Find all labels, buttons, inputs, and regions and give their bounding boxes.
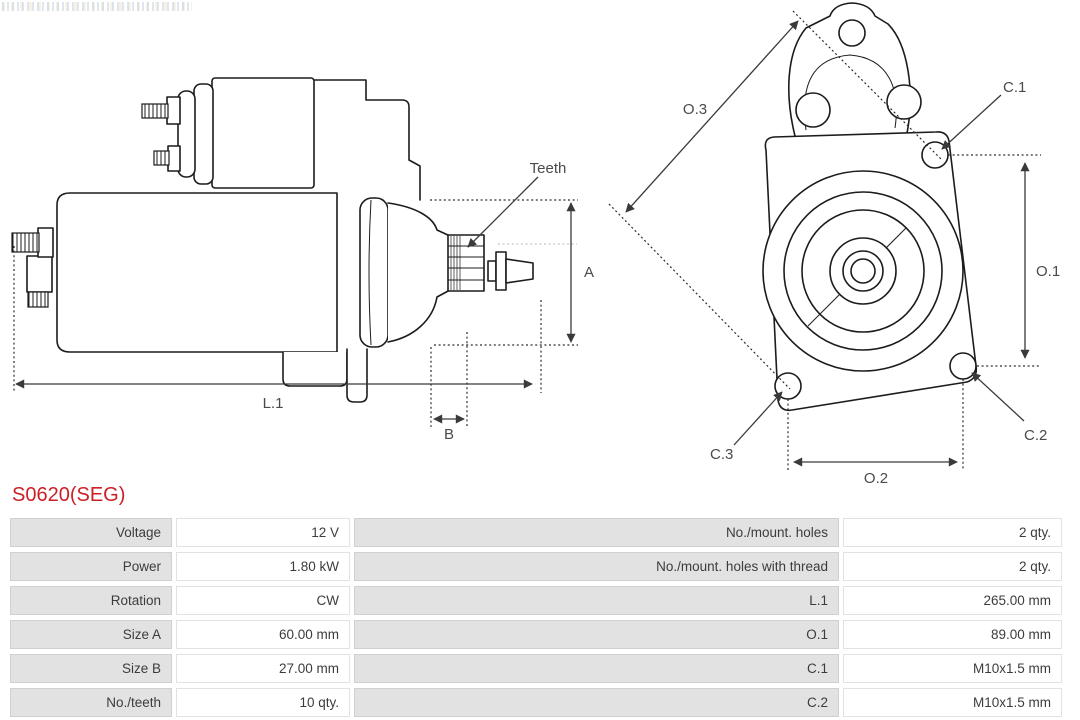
dim-label-c2: C.2 — [1024, 427, 1048, 444]
dim-label-l1: L.1 — [262, 395, 284, 412]
solenoid-body — [212, 78, 314, 188]
field-terminal-stud-small — [28, 292, 48, 307]
spec-value-cell: 89.00 mm — [843, 620, 1062, 649]
spec-label-cell: L.1 — [354, 586, 839, 615]
front-view-drawing — [763, 3, 976, 410]
spec-value-cell: 2 qty. — [843, 552, 1062, 581]
bell-housing — [388, 203, 450, 342]
table-row — [10, 654, 1063, 683]
drive-bracket — [314, 80, 420, 200]
shaft-bore — [851, 259, 875, 283]
dim-label-a: A — [584, 264, 595, 281]
dim-label-o3: O.3 — [682, 101, 708, 118]
spec-label-cell: C.2 — [354, 688, 839, 717]
spec-value-cell: M10x1.5 mm — [843, 654, 1062, 683]
leader-line-c1 — [942, 95, 1001, 149]
side-view-drawing — [12, 78, 533, 402]
motor-body — [57, 193, 337, 352]
spec-value-cell: 27.00 mm — [176, 654, 350, 683]
spec-label-cell: Rotation — [10, 586, 172, 615]
spec-label-cell: Power — [10, 552, 172, 581]
spec-value-cell: CW — [176, 586, 350, 615]
spec-table — [10, 518, 1063, 720]
spec-value-cell: 1.80 kW — [176, 552, 350, 581]
dim-label-c3: C.3 — [710, 446, 734, 463]
spec-label-cell: No./teeth — [10, 688, 172, 717]
table-row — [10, 620, 1063, 649]
spec-value-cell: 265.00 mm — [843, 586, 1062, 615]
dim-label-c1: C.1 — [1003, 79, 1027, 96]
table-row — [10, 552, 1063, 581]
solenoid-right-hole — [887, 85, 921, 119]
spec-label-cell: No./mount. holes with thread — [354, 552, 839, 581]
solenoid-terminal-stud-upper — [142, 104, 168, 118]
spec-value-cell: 60.00 mm — [176, 620, 350, 649]
mount-hole-c2 — [950, 353, 976, 379]
dim-label-b: B — [443, 426, 455, 443]
dim-label-o1: O.1 — [1036, 263, 1061, 280]
teeth-leader-line — [468, 177, 538, 247]
drive-end-rim — [360, 198, 388, 347]
table-row — [10, 518, 1063, 547]
shaft-nose — [506, 259, 533, 283]
spec-label-cell: Size A — [10, 620, 172, 649]
solenoid-top-hole — [839, 20, 865, 46]
dim-label-teeth: Teeth — [529, 160, 567, 177]
leader-line-c3 — [734, 392, 782, 445]
spec-label-cell: Voltage — [10, 518, 172, 547]
part-number: S0620(SEG) — [12, 484, 126, 506]
solenoid-terminal-nut-lower — [168, 146, 180, 171]
spec-label-cell: O.1 — [354, 620, 839, 649]
field-terminal-nut — [38, 228, 53, 257]
solenoid-ring — [194, 84, 213, 184]
mount-hole-c1 — [922, 142, 948, 168]
ext-line-o3-lower — [609, 204, 790, 389]
spec-value-cell: M10x1.5 mm — [843, 688, 1062, 717]
dim-label-o2: O.2 — [863, 470, 889, 487]
spec-value-cell: 10 qty. — [176, 688, 350, 717]
mounting-foot — [283, 352, 347, 386]
spec-label-cell: Size B — [10, 654, 172, 683]
pinion-gear — [448, 235, 484, 291]
leader-line-c2 — [972, 373, 1024, 421]
table-row — [10, 688, 1063, 717]
shaft-flange — [496, 252, 506, 290]
spec-value-cell: 2 qty. — [843, 518, 1062, 547]
shaft-step — [488, 261, 496, 281]
solenoid-terminal-stud-lower — [154, 151, 169, 165]
solenoid-terminal-nut-upper — [167, 97, 180, 124]
field-terminal-block — [27, 256, 52, 292]
spec-label-cell: C.1 — [354, 654, 839, 683]
spec-value-cell: 12 V — [176, 518, 350, 547]
lower-lug — [347, 349, 367, 402]
field-terminal-stud — [12, 233, 39, 252]
solenoid-left-hole — [796, 93, 830, 127]
table-row — [10, 586, 1063, 615]
spec-label-cell: No./mount. holes — [354, 518, 839, 547]
